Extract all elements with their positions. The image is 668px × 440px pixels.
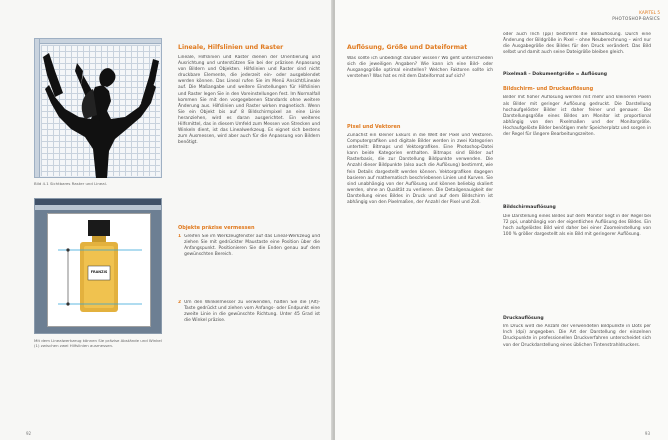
section-heading: Auflösung, Größe und Dateiformat xyxy=(347,44,468,51)
grid-canvas xyxy=(41,45,160,176)
right-page xyxy=(335,0,668,440)
sub-heading: Bildschirmauflösung xyxy=(503,205,556,211)
sub-heading: Bildschirm- und Druckauflösung xyxy=(503,86,594,93)
page-number-right: 93 xyxy=(644,431,650,436)
sub-heading: Objekte präzise vermessen xyxy=(178,225,255,231)
document-canvas xyxy=(47,213,151,327)
step-number: 1 xyxy=(178,234,182,239)
step-item xyxy=(178,300,320,412)
dancer-silhouette-image xyxy=(41,45,162,178)
running-header xyxy=(612,10,660,22)
ruler-grid-figure xyxy=(34,38,162,178)
left-text-column xyxy=(178,44,320,412)
step-text: Greifen Sie im Werkzeugfenster auf das Lineal-Werkzeug und ziehen Sie mit gedrückter Maustaste eine Position über die Anfangspunkt. Positionieren Sie die Enden genau auf dem gewünschten Bereich. xyxy=(184,234,320,258)
intro-paragraph: oder auch Inch (ppi) bestimmt die Bildauflösung. Durch eine Änderung der Bildgröße in Pixel – ohne Neuberechnung – wird nur die Ausgabegröße des Bildes für den Druck verändert. Das Bild selbst und damit auch seine Dateigröße bleiben gleich. xyxy=(503,32,651,56)
app-toolbar xyxy=(35,205,161,210)
right-text-column xyxy=(503,32,651,398)
sub-heading: Pixel und Vektoren xyxy=(347,124,401,130)
step-text: Um den Winkelmesser zu verwenden, halten Sie die [Alt]-Taste gedrückt und ziehen vom Anfangs- oder Endpunkt eine zweite Linie in die gewünschte Richtung. Unter 45 Grad ist die Winkel präzise. xyxy=(184,300,320,324)
figure1-caption: Bild 4.1 Sichtbares Raster und Lineal. xyxy=(34,181,107,186)
ruler-tool-figure xyxy=(34,198,162,334)
body-paragraph: Bilder mit hoher Auflösung werden mit mehr und kleineren Pixeln als Bilder mit geringer Auflösung gedruckt. Die Darstellung hochaufgelöster Bilder ist daher feiner und genauer. Die Darstellungsgröße eines Bildes am Monitor ist proportional abhängig von den Pixelmaßen und der Monitorgröße. Hochaufgelöste Bilder benötigen mehr Speicherplatz und sorgen in der Regel für längere Bearbeitungszeiten. xyxy=(503,95,651,137)
step-number: 2 xyxy=(178,300,182,305)
middle-text-column xyxy=(347,44,493,403)
formula-text: Pixelmaß – Dokumentgröße = Auflösung xyxy=(503,72,608,77)
intro-paragraph: Lineale, Hilfslinien und Raster dienen der Orientierung und Ausrichtung und unterstützen Sie bei der präzisen Anpassung von Bildern und Objekten. Hilfslinien und Raster sind nicht druckbare Elemente, die jederzeit ein- oder ausgeblendet werden können. Das Lineal rufen Sie im Menü Ansicht/Lineale auf. Die Maßangabe und weitere Einstellungen für Hilfslinien und Raster legen Sie in den Voreinstellungen fest. Im Normalfall kommen Sie mit den vorgegebenen Standards ohne weitere Änderung aus. Hilfslinien und Raster wirken magnetisch. Wenn Sie ein Objekt bis auf 8 Bildschirmpixel an eine Linie heranziehen, wird es daran ausgerichtet. Ein weiteres Hilfsmittel, das in diesem Umfeld zum Messen von Strecken und Winkeln dient, ist das Linealwerkzeug. Es eignet sich bestens zum Ausmessen, wird aber auch für die Anpassung von Bildern benötigt. xyxy=(178,55,320,146)
bottle-label: FRANZIS xyxy=(90,270,108,274)
intro-paragraph: Was sollte ich unbedingt darüber wissen? Wo geht unterschieden sich die jeweiligen Angaben? Wie kann ich eine Bild- oder Ausgangsgröße optimal einstellen? Welchen Faktoren sollte ich verstehen? Was hat es mit dem Dateiformat auf sich? xyxy=(347,56,493,80)
body-paragraph: Zunächst ein kleiner Exkurs in die Welt der Pixel und Vektoren. Computergrafiken und digitale Bilder werden in zwei Kategorien unterteilt: Bitmaps und Vektorgrafiken. Eine Photoshop-Datei kann beide Kategorien enthalten. Bitmaps sind Bilder auf Rasterbasis, die zur Darstellung Bildpunkte verwenden. Die Anzahl dieser Bildpunkte (also auch die Auflösung) bestimmt, wie fein Details dargestellt werden können. Vektorgrafiken dagegen basieren auf mathematisch beschriebenen Linien und Kurven. Sie sind unabhängig von der Auflösung und können beliebig skaliert werden, ohne an Qualität zu verlieren. Die Detailgenauigkeit der Darstellung eines Bildes in Druck und auf dem Bildschirm ist abhängig von den Pixelmaßen, der Anzahl der Pixel und Zoll. xyxy=(347,133,493,206)
chapter-label: KAPITEL 5 xyxy=(639,10,660,15)
chapter-title: PHOTOSHOP-BASICS xyxy=(612,16,660,21)
body-paragraph: Im Druck wird die Anzahl der verwendeten Bildpunkte in Dots per Inch (dpi) angegeben. Die Art der Darstellung der einzelnen Druckpunkte in professionellen Druckverfahren unterscheidet sich von der Druckdarstellung eines üblichen Tintenstrahldruckers. xyxy=(503,324,651,348)
horizontal-ruler xyxy=(35,39,161,44)
section-heading: Lineale, Hilfslinien und Raster xyxy=(178,44,284,51)
sub-heading: Druckauflösung xyxy=(503,315,544,321)
step-item xyxy=(178,234,320,298)
figure2-caption: Mit dem Linealwerkzeug können Sie präzise Abstände und Winkel (1) zwischen zwei Hilfslinien ausmessen. xyxy=(34,338,162,349)
body-paragraph: Die Darstellung eines Bildes auf dem Monitor liegt in der Regel bei 72 ppi, unabhängig von der eigentlichen Auflösung des Bildes. Ein hoch aufgelöstes Bild wird daher bei einer Zoomeinstellung von 100 % größer dargestellt als ein Bild mit geringerer Auflösung. xyxy=(503,213,651,238)
vertical-ruler xyxy=(35,39,40,177)
page-number-left: 92 xyxy=(26,431,32,436)
left-page xyxy=(0,0,333,440)
